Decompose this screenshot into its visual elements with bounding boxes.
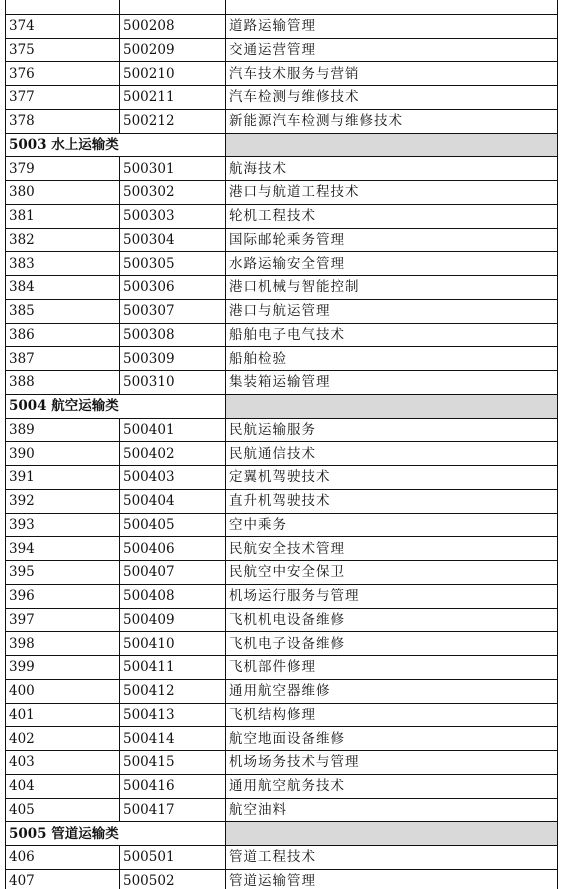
row-major-code: 500302 <box>120 181 226 205</box>
row-major-code: 500416 <box>120 774 226 798</box>
row-sequence-number: 377 <box>6 86 120 110</box>
row-sequence-number: 384 <box>6 276 120 300</box>
table-row <box>6 371 558 395</box>
table-row <box>6 798 558 822</box>
table-row <box>6 442 558 466</box>
row-major-code: 500208 <box>120 14 226 38</box>
row-sequence-number: 374 <box>6 14 120 38</box>
row-major-name: 集装箱运输管理 <box>226 371 558 395</box>
row-sequence-number: 388 <box>6 371 120 395</box>
row-major-code: 500406 <box>120 537 226 561</box>
row-major-code: 500301 <box>120 157 226 181</box>
row-sequence-number: 403 <box>6 751 120 775</box>
row-major-name: 机场场务技术与管理 <box>226 751 558 775</box>
row-major-code: 500414 <box>120 727 226 751</box>
row-major-name: 定翼机驾驶技术 <box>226 466 558 490</box>
table-row <box>6 656 558 680</box>
table-row <box>6 0 558 14</box>
table-row <box>6 157 558 181</box>
category-label: 5005 管道运输类 <box>6 822 226 846</box>
row-major-name: 航空地面设备维修 <box>226 727 558 751</box>
table-body <box>6 0 558 889</box>
table-row <box>6 38 558 62</box>
table-row <box>6 727 558 751</box>
row-major-name: 船舶检验 <box>226 347 558 371</box>
row-sequence-number: 401 <box>6 703 120 727</box>
row-sequence-number: 406 <box>6 846 120 870</box>
row-major-name <box>226 0 558 14</box>
row-major-code: 500501 <box>120 846 226 870</box>
category-label: 5003 水上运输类 <box>6 133 226 157</box>
table-row <box>6 632 558 656</box>
category-row <box>6 822 558 846</box>
table-row <box>6 751 558 775</box>
row-sequence-number: 391 <box>6 466 120 490</box>
major-catalog-table <box>5 0 558 889</box>
row-major-name: 交通运营管理 <box>226 38 558 62</box>
table-row <box>6 489 558 513</box>
category-shaded-cell <box>226 133 558 157</box>
row-major-code: 500502 <box>120 869 226 889</box>
row-sequence-number: 393 <box>6 513 120 537</box>
row-sequence-number: 392 <box>6 489 120 513</box>
table-row <box>6 584 558 608</box>
table-row <box>6 252 558 276</box>
row-major-name: 新能源汽车检测与维修技术 <box>226 109 558 133</box>
table-row <box>6 62 558 86</box>
table-row <box>6 323 558 347</box>
category-shaded-cell <box>226 822 558 846</box>
category-shaded-cell <box>226 394 558 418</box>
row-major-name: 民航安全技术管理 <box>226 537 558 561</box>
row-sequence-number: 389 <box>6 418 120 442</box>
row-sequence-number: 375 <box>6 38 120 62</box>
row-major-code: 500212 <box>120 109 226 133</box>
table-row <box>6 276 558 300</box>
row-major-name: 通用航空器维修 <box>226 679 558 703</box>
row-sequence-number: 382 <box>6 228 120 252</box>
row-sequence-number: 402 <box>6 727 120 751</box>
table-row <box>6 537 558 561</box>
row-major-name: 道路运输管理 <box>226 14 558 38</box>
table-row <box>6 299 558 323</box>
row-sequence-number: 380 <box>6 181 120 205</box>
row-major-code <box>120 0 226 14</box>
row-major-code: 500210 <box>120 62 226 86</box>
table-row <box>6 466 558 490</box>
category-row <box>6 133 558 157</box>
row-major-name: 汽车技术服务与营销 <box>226 62 558 86</box>
row-sequence-number: 400 <box>6 679 120 703</box>
row-major-name: 轮机工程技术 <box>226 204 558 228</box>
table-row <box>6 513 558 537</box>
row-major-name: 飞机机电设备维修 <box>226 608 558 632</box>
table-row <box>6 561 558 585</box>
row-major-code: 500405 <box>120 513 226 537</box>
table-row <box>6 846 558 870</box>
row-major-code: 500308 <box>120 323 226 347</box>
row-sequence-number: 398 <box>6 632 120 656</box>
row-major-code: 500409 <box>120 608 226 632</box>
row-major-code: 500417 <box>120 798 226 822</box>
table-row <box>6 228 558 252</box>
category-row <box>6 394 558 418</box>
row-sequence-number: 383 <box>6 252 120 276</box>
table-row <box>6 869 558 889</box>
row-major-code: 500412 <box>120 679 226 703</box>
row-major-code: 500309 <box>120 347 226 371</box>
row-major-name: 水路运输安全管理 <box>226 252 558 276</box>
row-major-code: 500415 <box>120 751 226 775</box>
row-sequence-number: 396 <box>6 584 120 608</box>
row-sequence-number: 386 <box>6 323 120 347</box>
row-major-code: 500411 <box>120 656 226 680</box>
row-major-name: 飞机部件修理 <box>226 656 558 680</box>
row-major-name: 港口与航运管理 <box>226 299 558 323</box>
table-row <box>6 86 558 110</box>
row-major-name: 航空油料 <box>226 798 558 822</box>
row-major-code: 500408 <box>120 584 226 608</box>
row-sequence-number: 390 <box>6 442 120 466</box>
row-major-name: 汽车检测与维修技术 <box>226 86 558 110</box>
row-sequence-number: 405 <box>6 798 120 822</box>
row-major-name: 直升机驾驶技术 <box>226 489 558 513</box>
row-major-name: 管道工程技术 <box>226 846 558 870</box>
row-major-name: 航海技术 <box>226 157 558 181</box>
table-row <box>6 347 558 371</box>
row-major-code: 500209 <box>120 38 226 62</box>
table-row <box>6 204 558 228</box>
row-sequence-number: 387 <box>6 347 120 371</box>
row-major-code: 500306 <box>120 276 226 300</box>
row-major-name: 管道运输管理 <box>226 869 558 889</box>
row-sequence-number: 394 <box>6 537 120 561</box>
row-major-code: 500310 <box>120 371 226 395</box>
row-major-name: 民航空中安全保卫 <box>226 561 558 585</box>
row-sequence-number: 397 <box>6 608 120 632</box>
row-major-name: 飞机结构修理 <box>226 703 558 727</box>
row-major-code: 500211 <box>120 86 226 110</box>
row-major-code: 500402 <box>120 442 226 466</box>
row-major-code: 500307 <box>120 299 226 323</box>
row-sequence-number <box>6 0 120 14</box>
row-major-code: 500407 <box>120 561 226 585</box>
row-sequence-number: 399 <box>6 656 120 680</box>
row-major-code: 500401 <box>120 418 226 442</box>
table-row <box>6 774 558 798</box>
row-major-name: 船舶电子电气技术 <box>226 323 558 347</box>
table-row <box>6 14 558 38</box>
row-major-name: 民航通信技术 <box>226 442 558 466</box>
row-sequence-number: 381 <box>6 204 120 228</box>
row-sequence-number: 376 <box>6 62 120 86</box>
row-major-code: 500404 <box>120 489 226 513</box>
row-sequence-number: 407 <box>6 869 120 889</box>
row-major-name: 空中乘务 <box>226 513 558 537</box>
row-major-code: 500413 <box>120 703 226 727</box>
row-sequence-number: 378 <box>6 109 120 133</box>
table-row <box>6 703 558 727</box>
table-row <box>6 181 558 205</box>
row-major-name: 民航运输服务 <box>226 418 558 442</box>
row-major-name: 港口与航道工程技术 <box>226 181 558 205</box>
table-row <box>6 608 558 632</box>
row-sequence-number: 379 <box>6 157 120 181</box>
row-major-name: 国际邮轮乘务管理 <box>226 228 558 252</box>
row-sequence-number: 395 <box>6 561 120 585</box>
category-label: 5004 航空运输类 <box>6 394 226 418</box>
row-sequence-number: 385 <box>6 299 120 323</box>
row-major-code: 500410 <box>120 632 226 656</box>
table-row <box>6 109 558 133</box>
row-sequence-number: 404 <box>6 774 120 798</box>
row-major-code: 500303 <box>120 204 226 228</box>
row-major-name: 飞机电子设备维修 <box>226 632 558 656</box>
row-major-name: 港口机械与智能控制 <box>226 276 558 300</box>
row-major-code: 500403 <box>120 466 226 490</box>
row-major-name: 机场运行服务与管理 <box>226 584 558 608</box>
row-major-name: 通用航空航务技术 <box>226 774 558 798</box>
table-row <box>6 418 558 442</box>
table-row <box>6 679 558 703</box>
row-major-code: 500304 <box>120 228 226 252</box>
row-major-code: 500305 <box>120 252 226 276</box>
